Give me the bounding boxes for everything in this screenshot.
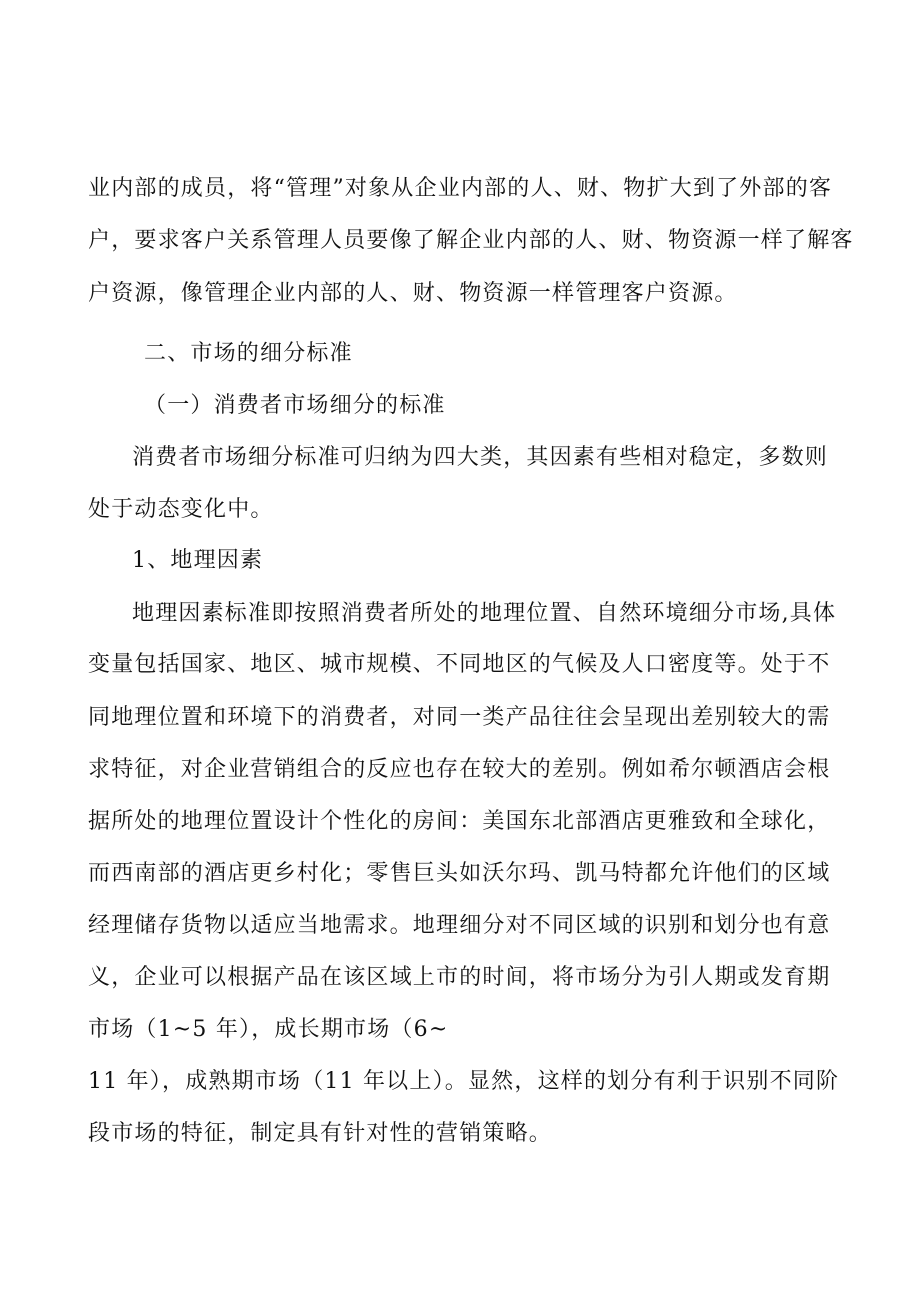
- text-line: 户资源，像管理企业内部的人、财、物资源一样管理客户资源。: [88, 281, 738, 306]
- text-line: 业内部的成员，将“管理”对象从企业内部的人、财、物扩大到了外部的客: [88, 176, 833, 201]
- text-line: 处于动态变化中。: [88, 497, 274, 522]
- text-line: 而西南部的酒店更乡村化；零售巨头如沃尔玛、凯马特都允许他们的区域: [88, 861, 831, 886]
- text-line: 市场（1~5 年），成长期市场（6~: [88, 1017, 449, 1042]
- text-line: 段市场的特征，制定具有针对性的营销策略。: [88, 1121, 553, 1146]
- text-line: 地理因素标准即按照消费者所处的地理位置、自然环境细分市场,具体: [132, 601, 837, 626]
- text-line: 求特征，对企业营销组合的反应也存在较大的差别。例如希尔顿酒店会根: [88, 757, 831, 782]
- text-line: 经理储存货物以适应当地需求。地理细分对不同区域的识别和划分也有意: [88, 913, 831, 938]
- subsection-heading: （一）消费者市场细分的标准: [144, 393, 446, 418]
- text-line: 变量包括国家、地区、城市规模、不同地区的气候及人口密度等。处于不: [88, 652, 831, 677]
- text-line: 消费者市场细分标准可归纳为四大类，其因素有些相对稳定，多数则: [132, 445, 829, 470]
- section-heading: 二、市场的细分标准: [144, 341, 353, 366]
- text-line: 据所处的地理位置设计个性化的房间：美国东北部酒店更雅致和全球化，: [88, 809, 831, 834]
- text-line: 同地理位置和环境下的消费者，对同一类产品往往会呈现出差别较大的需: [88, 705, 831, 730]
- text-line: 户，要求客户关系管理人员要像了解企业内部的人、财、物资源一样了解客: [88, 228, 854, 253]
- text-line: 义，企业可以根据产品在该区域上市的时间，将市场分为引人期或发育期: [88, 965, 831, 990]
- text-line: 11 年），成熟期市场（11 年以上）。显然，这样的划分有利于识别不同阶: [88, 1069, 840, 1094]
- item-heading: 1、地理因素: [132, 548, 264, 573]
